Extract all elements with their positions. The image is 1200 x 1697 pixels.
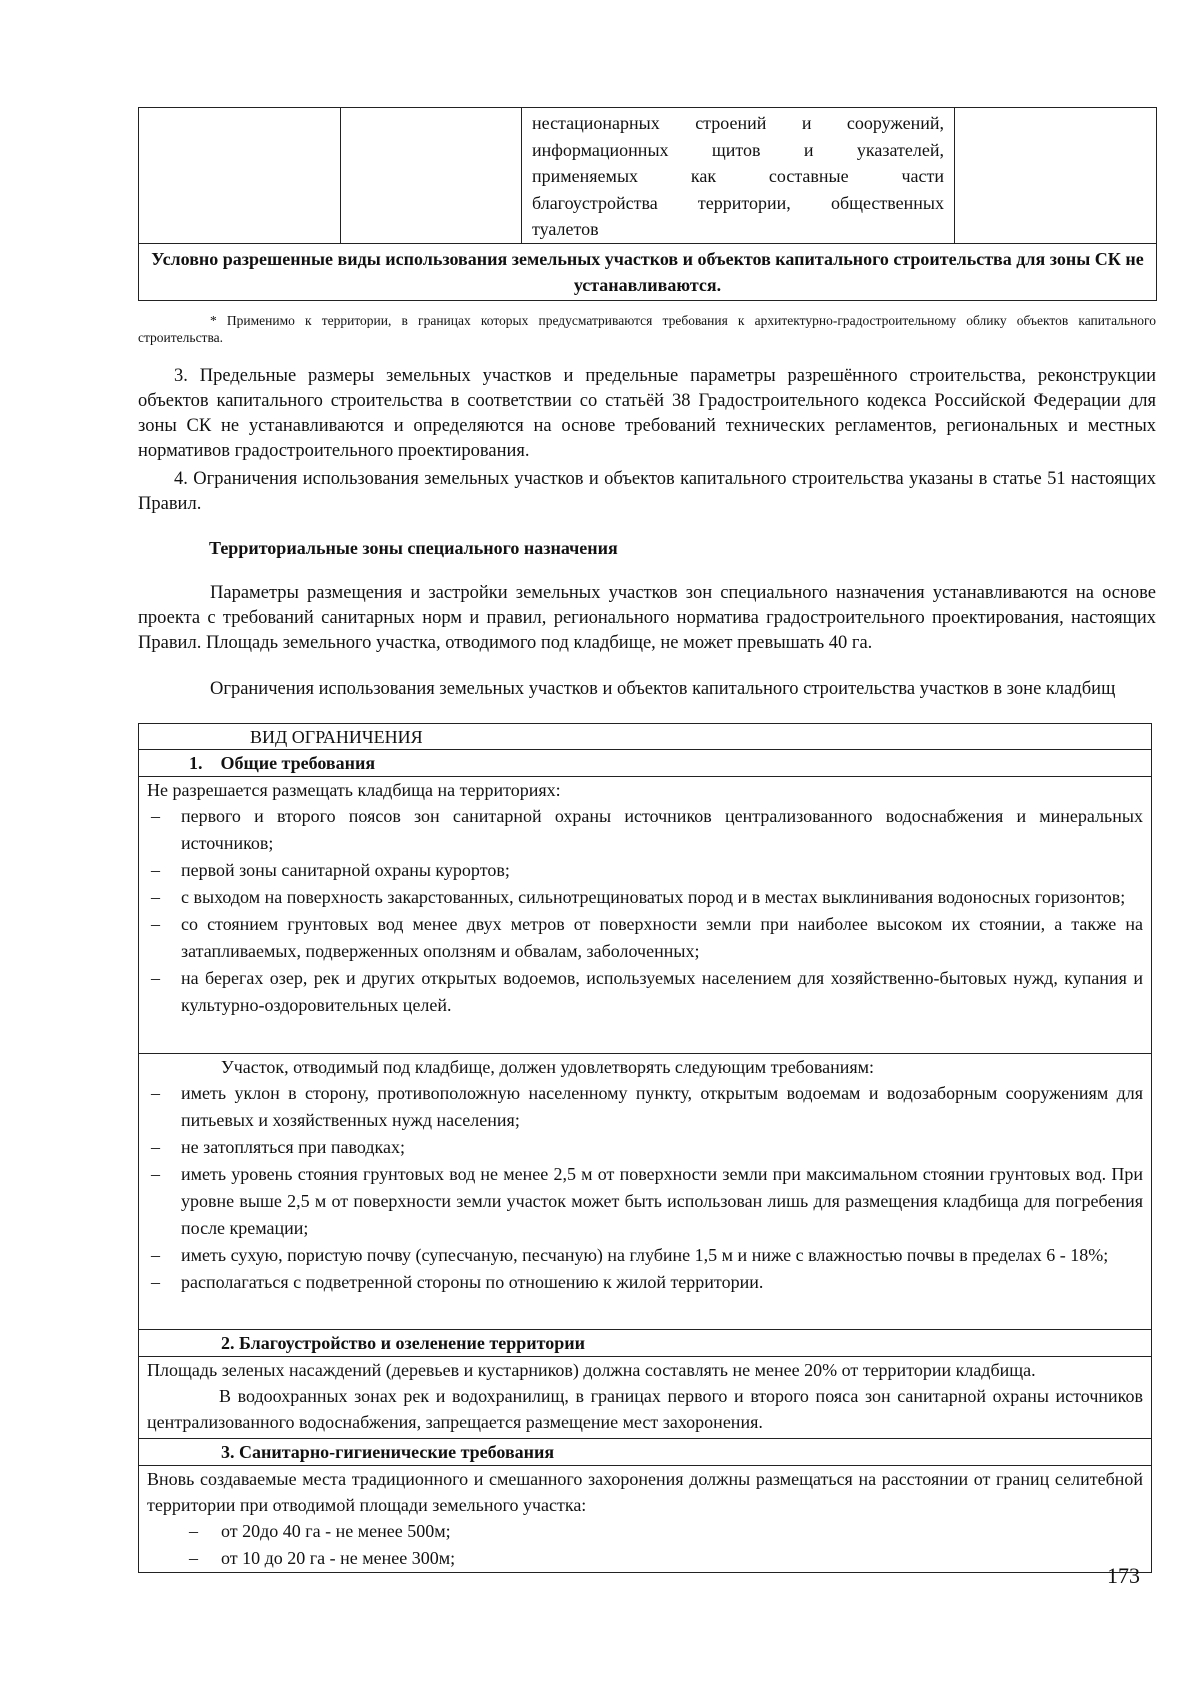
list-dash: – bbox=[189, 1521, 198, 1541]
section-3-title: 3. Санитарно-гигиенические требования bbox=[221, 1442, 555, 1462]
list-dash: – bbox=[151, 968, 160, 988]
section-2-title: 2. Благоустройство и озеленение территории bbox=[221, 1333, 585, 1353]
cell-line: благоустройства территории, общественных bbox=[532, 192, 944, 213]
list-item bbox=[139, 1545, 1151, 1572]
list-item bbox=[139, 857, 1151, 884]
paragraph-restrictions-intro: Ограничения использования земельных участков и объектов капитального строительства участков в зоне кладбищ bbox=[210, 679, 1116, 699]
list-item-text: со стоянием грунтовых вод менее двух метров от поверхности земли при наиболее высоком их стоянии, а также на затапливаемых, подверженных оползням и обвалам, заболоченных; bbox=[181, 914, 1143, 961]
list-item bbox=[139, 803, 1151, 857]
paragraph-3: 3. Предельные размеры земельных участков и предельные параметры разрешённого строительства, реконструкции объектов капитального строительства в соответствии со статьёй 38 Градостроительного кодекса Российской Федерации для зоны СК не устанавливаются и определяются на основе требований технических регламентов, региональных и местных нормативов градостроительного проектирования. bbox=[138, 366, 1156, 461]
list-dash: – bbox=[189, 1548, 198, 1568]
section-1-intro: Не разрешается размещать кладбища на территориях: bbox=[147, 780, 561, 800]
list-item bbox=[139, 1269, 1151, 1296]
list-item-text: первого и второго поясов зон санитарной охраны источников централизованного водоснабжения и минеральных источников; bbox=[181, 806, 1143, 853]
list-item bbox=[139, 1161, 1151, 1242]
table-cell-empty bbox=[139, 108, 341, 244]
section-2-title-row bbox=[138, 1329, 1152, 1356]
list-item-text: от 20до 40 га - не менее 500м; bbox=[221, 1521, 451, 1541]
list-item-text: иметь уровень стояния грунтовых вод не менее 2,5 м от поверхности земли при максимальном стоянии грунтовых вод. При уровне выше 2,5 м от поверхности земли участок может быть использован лишь для размещения кладбища для погребения после кремации; bbox=[181, 1164, 1143, 1238]
section-2-body bbox=[138, 1356, 1152, 1438]
section-3-body bbox=[138, 1465, 1152, 1573]
section-1-title bbox=[139, 750, 1151, 776]
conditional-uses-note: Условно разрешенные виды использования земельных участков и объектов капитального строительства для зоны СК не устанавливаются. bbox=[139, 243, 1157, 300]
paragraph-4: 4. Ограничения использования земельных участков и объектов капитального строительства указаны в статье 51 настоящих Правил. bbox=[138, 469, 1156, 514]
section-1-title-row bbox=[138, 749, 1152, 776]
zone-table-continuation bbox=[138, 107, 1157, 301]
list-item bbox=[139, 1134, 1151, 1161]
list-dash: – bbox=[151, 1245, 160, 1265]
list-item-text: иметь сухую, пористую почву (супесчаную, песчаную) на глубине 1,5 м и ниже с влажностью почвы в пределах 6 - 18%; bbox=[181, 1245, 1109, 1265]
list-item bbox=[139, 911, 1151, 965]
list-dash: – bbox=[151, 1083, 160, 1103]
table-row bbox=[139, 108, 1157, 244]
list-item-text: первой зоны санитарной охраны курортов; bbox=[181, 860, 510, 880]
section-heading: Территориальные зоны специального назначения bbox=[209, 538, 618, 558]
list-item bbox=[139, 884, 1151, 911]
list-dash: – bbox=[151, 1272, 160, 1292]
list-item-text: от 10 до 20 га - не менее 300м; bbox=[221, 1548, 456, 1568]
section-3-title-row bbox=[138, 1438, 1152, 1465]
cell-line: информационных щитов и указателей, bbox=[532, 139, 944, 160]
section-1-body bbox=[138, 776, 1152, 1053]
table-cell-empty bbox=[341, 108, 522, 244]
table-row bbox=[139, 243, 1157, 300]
paragraph-parameters: Параметры размещения и застройки земельных участков зон специального назначения устанавливаются на основе проекта с требований санитарных норм и правил, регионального норматива градостроительного проектирования, настоящих Правил. Площадь земельного участка, отводимого под кладбище, не может превышать 40 га. bbox=[138, 583, 1156, 653]
cell-line: применяемых как составные части bbox=[532, 166, 944, 186]
list-dash: – bbox=[151, 1164, 160, 1184]
section-3-text: Вновь создаваемые места традиционного и смешанного захоронения должны размещаться на расстоянии от границ селитебной территории при отводимой площади земельного участка: bbox=[147, 1469, 1143, 1515]
list-item-text: на берегах озер, рек и других открытых водоемов, используемых населением для хозяйственно-бытовых нужд, купания и культурно-оздоровительных целей. bbox=[181, 968, 1143, 1015]
section-1b-body bbox=[138, 1053, 1152, 1329]
restrictions-header: ВИД ОГРАНИЧЕНИЯ bbox=[250, 727, 423, 747]
list-dash: – bbox=[151, 806, 160, 826]
cell-line: нестационарных строений и сооружений, bbox=[532, 113, 944, 133]
list-dash: – bbox=[151, 887, 160, 907]
section-1-number: 1. bbox=[189, 753, 203, 773]
footnote: * Применимо к территории, в границах которых предусматриваются требования к архитектурно-градостроительному облику объектов капитального строительства. bbox=[138, 313, 1156, 345]
list-item-text: не затопляться при паводках; bbox=[181, 1137, 405, 1157]
list-item bbox=[139, 965, 1151, 1019]
page-number: 173 bbox=[1107, 1563, 1140, 1588]
cell-line: туалетов bbox=[532, 219, 599, 239]
list-item-text: иметь уклон в сторону, противоположную населенному пункту, открытым водоемам и водозаборным сооружениям для питьевых и хозяйственных нужд населения; bbox=[181, 1083, 1143, 1130]
table-cell-empty bbox=[955, 108, 1157, 244]
section-1-label: Общие требования bbox=[220, 753, 376, 773]
section-1b-intro: Участок, отводимый под кладбище, должен удовлетворять следующим требованиям: bbox=[221, 1057, 875, 1077]
list-item bbox=[139, 1080, 1151, 1134]
list-item bbox=[139, 1518, 1151, 1545]
list-dash: – bbox=[151, 860, 160, 880]
list-item-text: с выходом на поверхность закарстованных, сильнотрещиноватых пород и в местах выклинивания водоносных горизонтов; bbox=[181, 887, 1126, 907]
list-dash: – bbox=[151, 914, 160, 934]
list-item-text: располагаться с подветренной стороны по отношению к жилой территории. bbox=[181, 1272, 764, 1292]
restrictions-header-row bbox=[138, 723, 1152, 749]
list-dash: – bbox=[151, 1137, 160, 1157]
section-2-text-2: В водоохранных зонах рек и водохранилищ, в границах первого и второго пояса зон санитарной охраны источников централизованного водоснабжения, запрещается размещение мест захоронения. bbox=[147, 1386, 1143, 1432]
list-item bbox=[139, 1242, 1151, 1269]
section-2-text-1: Площадь зеленых насаждений (деревьев и кустарников) должна составлять не менее 20% от территории кладбища. bbox=[147, 1360, 1036, 1380]
table-cell-description bbox=[522, 108, 955, 244]
